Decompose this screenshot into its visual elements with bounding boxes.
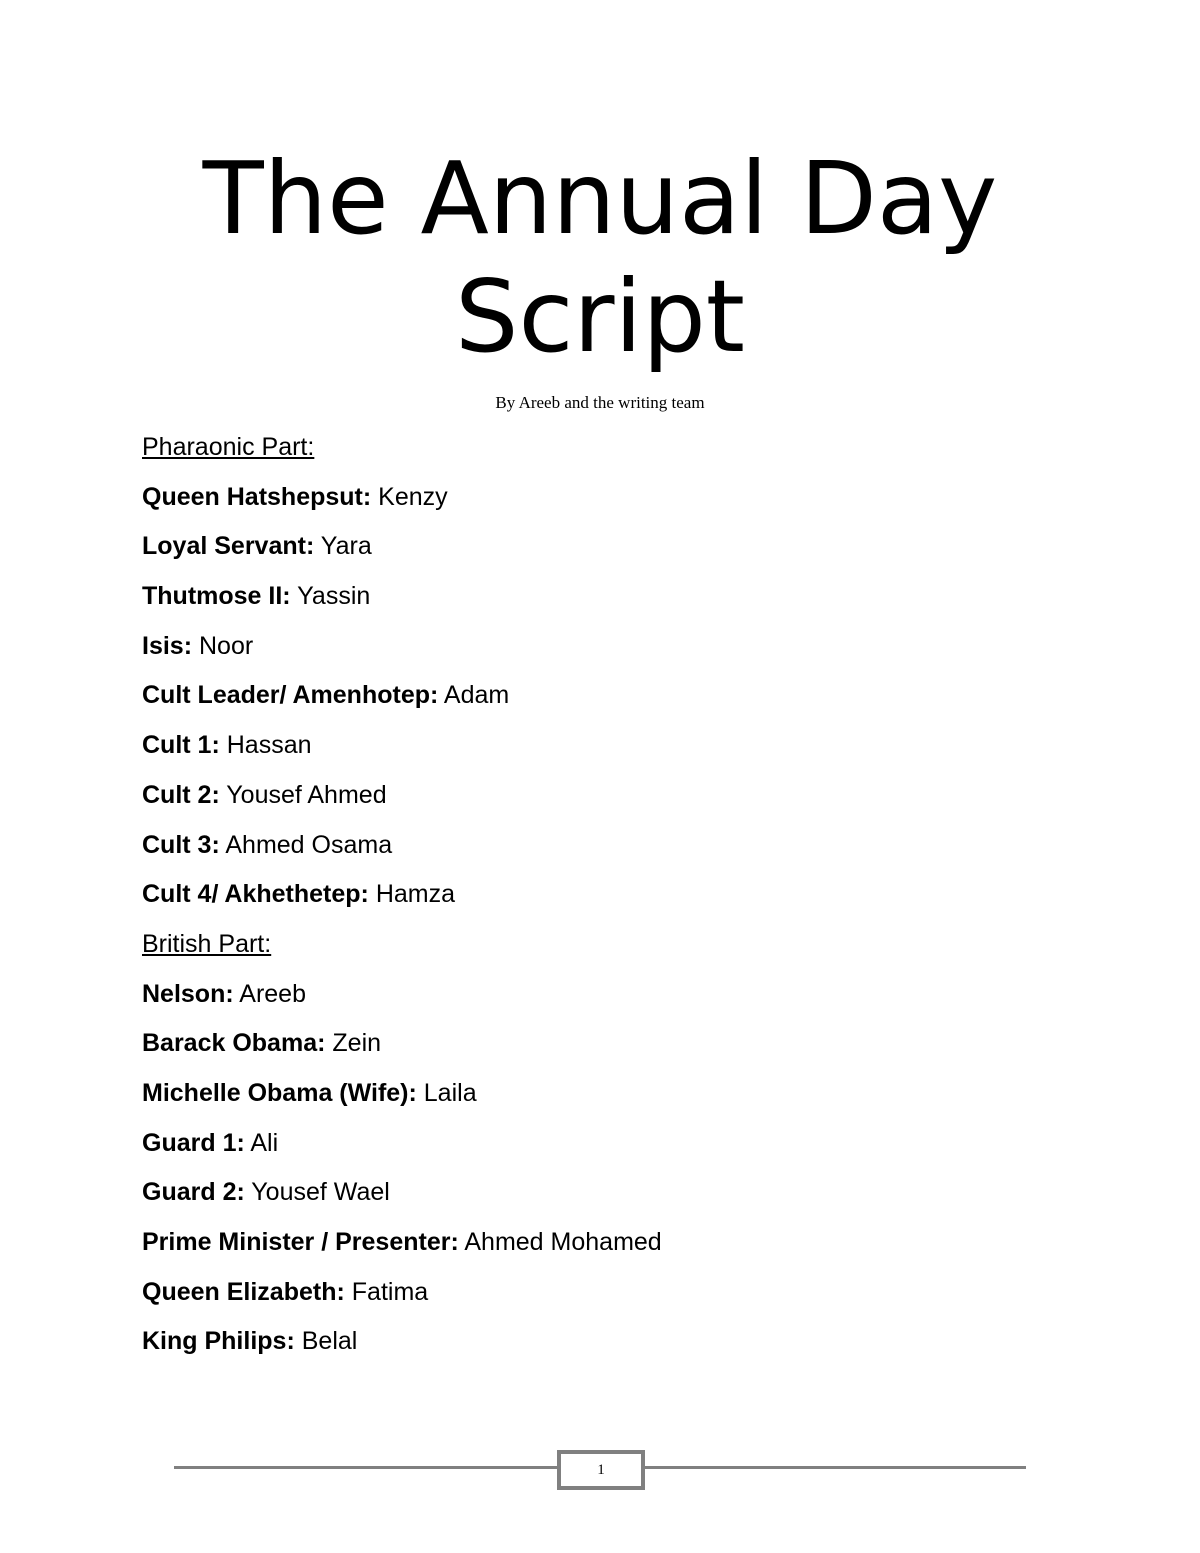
role-name: Nelson: — [142, 979, 234, 1008]
role-name: King Philips: — [142, 1327, 295, 1356]
section-heading-pharaonic: Pharaonic Part: — [142, 433, 315, 461]
role-name: Guard 2: — [142, 1178, 245, 1207]
cast-entry — [142, 1173, 1102, 1223]
cast-entry — [142, 1322, 1102, 1372]
cast-entry — [142, 478, 1102, 528]
actor-name: Ali — [250, 1128, 279, 1157]
cast-entry — [142, 1024, 1102, 1074]
cast-entry — [142, 527, 1102, 577]
role-name: Cult Leader/ Amenhotep: — [142, 681, 439, 710]
section-heading-british: British Part: — [142, 929, 272, 958]
role-name: Queen Hatshepsut: — [142, 482, 372, 511]
role-name: Guard 1: — [142, 1128, 245, 1157]
cast-entry — [142, 627, 1102, 677]
actor-name: Ahmed Osama — [225, 830, 393, 859]
actor-name: Laila — [423, 1078, 477, 1107]
actor-name: Hassan — [226, 731, 312, 760]
cast-entry — [142, 826, 1102, 876]
title-line-2: Script — [454, 258, 746, 375]
cast-entry — [142, 875, 1102, 925]
role-name: Thutmose II: — [142, 582, 291, 611]
actor-name: Yousef Wael — [251, 1178, 390, 1207]
cast-list — [142, 428, 1102, 1372]
byline: By Areeb and the writing team — [495, 393, 705, 412]
cast-entry — [142, 776, 1102, 826]
document-title — [0, 140, 1200, 376]
cast-entry — [142, 1223, 1102, 1273]
cast-entry — [142, 975, 1102, 1025]
actor-name: Zein — [332, 1029, 382, 1058]
role-name: Isis: — [142, 631, 193, 660]
title-line-1: The Annual Day — [202, 140, 998, 257]
role-name: Cult 2: — [142, 780, 220, 809]
cast-entry — [142, 1273, 1102, 1323]
actor-name: Yousef Ahmed — [226, 780, 387, 809]
role-name: Michelle Obama (Wife): — [142, 1078, 417, 1107]
cast-entry — [142, 676, 1102, 726]
role-name: Barack Obama: — [142, 1029, 326, 1058]
cast-entry — [142, 577, 1102, 627]
actor-name: Yassin — [297, 582, 371, 611]
actor-name: Adam — [443, 681, 510, 710]
role-name: Prime Minister / Presenter: — [142, 1228, 459, 1256]
role-name: Queen Elizabeth: — [142, 1277, 345, 1306]
role-name: Cult 4/ Akhethetep: — [142, 880, 369, 909]
cast-entry — [142, 726, 1102, 776]
actor-name: Noor — [198, 631, 254, 660]
actor-name: Yara — [320, 532, 372, 561]
actor-name: Areeb — [239, 979, 306, 1008]
cast-entry — [142, 1074, 1102, 1124]
page-number: 1 — [557, 1450, 645, 1490]
actor-name: Fatima — [351, 1277, 429, 1306]
role-name: Cult 1: — [142, 731, 220, 760]
actor-name: Belal — [301, 1327, 358, 1356]
role-name: Cult 3: — [142, 830, 220, 859]
actor-name: Ahmed Mohamed — [464, 1228, 662, 1256]
actor-name: Kenzy — [378, 482, 448, 511]
role-name: Loyal Servant: — [142, 532, 315, 561]
actor-name: Hamza — [375, 880, 456, 909]
cast-entry — [142, 1124, 1102, 1174]
